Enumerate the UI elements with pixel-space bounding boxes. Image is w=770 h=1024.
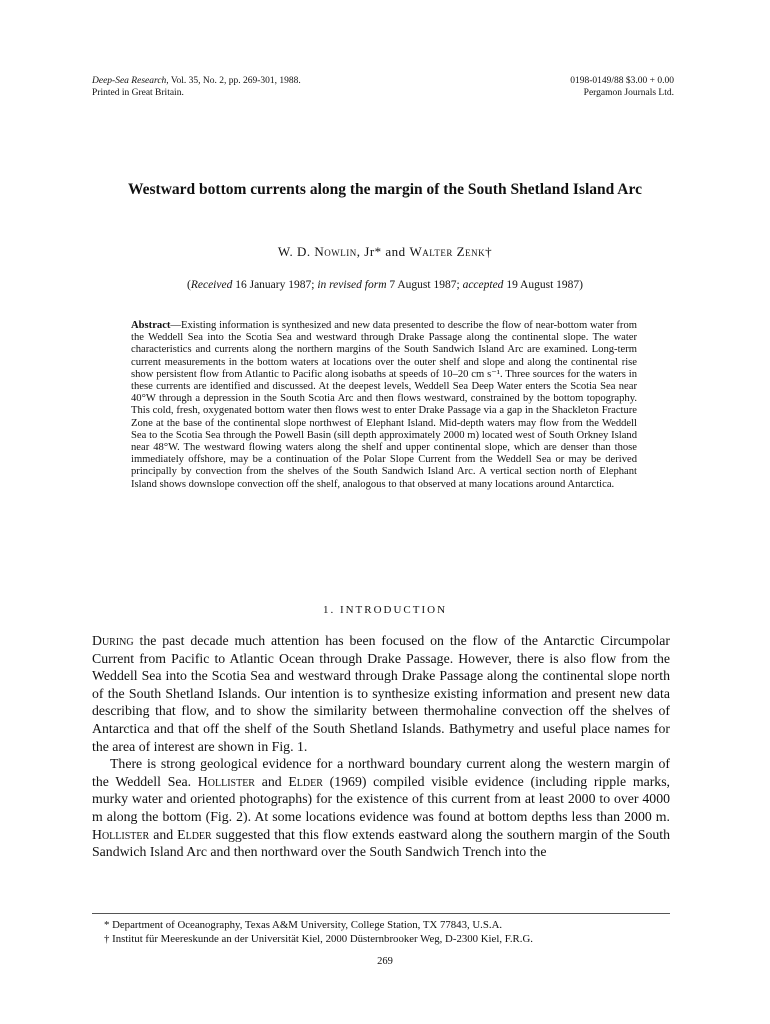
accepted-date: 19 August 1987 [503, 279, 580, 291]
paragraph-2-c: suggested that this flow extends eastward along the southern margin of the South Sandwich Island Arc and then northward over the South Sandwich Trench into the [92, 826, 670, 860]
citation-author: Hollister [197, 773, 255, 789]
revised-date: 7 August 1987; [386, 279, 463, 291]
citation-author: Elder [177, 826, 212, 842]
paper-title: Westward bottom currents along the margin of the South Shetland Island Arc [128, 181, 642, 198]
author-line [0, 244, 770, 260]
citation-author: Hollister [92, 826, 150, 842]
page-number: 269 [377, 956, 393, 967]
author-2-mark: † [485, 244, 493, 259]
section-heading: 1. INTRODUCTION [322, 604, 448, 616]
revised-label: in revised form [317, 279, 387, 291]
printed-in: Printed in Great Britain. [92, 88, 184, 98]
paragraph-2-b: (1969) compiled visible evidence (including ripple marks, murky water and oriented photographs) for the existence of this current from at least 2000 to over 4000 m along the bottom (Fig. 2). At some locations evidence was found at bottom depths less than 2000 m. [92, 773, 671, 824]
publisher-info [570, 75, 674, 99]
abstract-lead: Abstract [131, 320, 171, 331]
author-1-name: Nowlin [314, 244, 357, 259]
citation-and: and [149, 826, 178, 842]
drop-lead: During [92, 633, 134, 648]
journal-name: Deep-Sea Research, [92, 76, 169, 86]
received-label: Received [190, 279, 233, 291]
accepted-label: accepted [462, 279, 504, 291]
paragraph-2-a: There is strong geological evidence for a northward boundary current along the western margin of the Weddell Sea. [92, 756, 670, 789]
footnote-1: * Department of Oceanography, Texas A&M University, College Station, TX 77843, U.S.A. [104, 919, 503, 931]
volume-info: Vol. 35, No. 2, pp. 269-301, 1988. [168, 76, 301, 86]
footnote-2: † Institut für Meereskunde an der Universität Kiel, 2000 Düsternbrooker Weg, D-2300 Kiel, F.R.G. [104, 933, 533, 945]
price-code: 0198-0149/88 $3.00 + 0.00 [570, 76, 674, 86]
running-header [92, 75, 674, 99]
author-2-last: Zenk [456, 244, 486, 259]
footnotes [104, 918, 670, 946]
paragraph-1 [92, 632, 670, 755]
author-1-initials: W. D. [277, 244, 315, 259]
body-text [92, 632, 670, 861]
author-2-first: Walter [409, 244, 453, 259]
citation-and: and [254, 773, 289, 789]
received-date: 16 January 1987; [232, 279, 318, 291]
footnote-rule [92, 913, 670, 914]
publisher-name: Pergamon Journals Ltd. [583, 88, 674, 98]
author-1-suffix: , Jr* and [356, 244, 410, 259]
paragraph-2 [92, 755, 670, 861]
paragraph-1-text: the past decade much attention has been focused on the flow of the Antarctic Circumpolar Current from Pacific to Atlantic Ocean through Drake Passage. However, there is also flow from the Weddell Sea into the Scotia Sea and westward through Drake Passage along the continental slope north of the South Shetland Islands. Our intention is to synthesize existing information and present new data describing that flow, and to show the similarity between thermohaline convection off the shelves of Antarctica and that off the shelf of the South Shetland Islands. Bathymetry and useful place names for the area of interest are shown in Fig. 1. [92, 633, 670, 754]
abstract [131, 320, 637, 491]
journal-citation [92, 75, 301, 99]
citation-author: Elder [288, 773, 323, 789]
abstract-text: —Existing information is synthesized and new data presented to describe the flow of near-bottom water from the Weddell Sea into the Scotia Sea and westward through Drake Passage along the continental slope. The water characteristics and currents along the northern margins of the South Sandwich Island Arc are examined. Long-term current measurements in the bottom waters at locations over the outer shelf and slope and along the continental rise show persistent flow from Atlantic to Pacific along isobaths at speeds of 10–20 cm s⁻¹. Three sources for the waters in these currents are identified and discussed. At the deepest levels, Weddell Sea Deep Water enters the Scotia Sea near 40°W through a depression in the South Scotia Arc and then flows westward, constrained by the bottom topography. This cold, fresh, oxygenated bottom water then flows west to enter Drake Passage via a gap in the Shackleton Fracture Zone at the base of the continental slope northwest of Elephant Island. Mid-depth waters may flow from the Weddell Sea to the Scotia Sea through the Powell Basin (sill depth approximately 2000 m) located west of South Orkney Island near 48°W. The westward flowing waters along the shelf and upper continental slope, which are denser than those immediately offshore, may be a continuation of the Polar Slope Current from the Weddell Sea or may be derived principally by convection from the shelves of the South Sandwich Island Arc. A vertical section north of Elephant Island shows downslope convection off the shelf, analogous to that observed at many locations around Antarctica. [131, 320, 637, 490]
date-line: (Received 16 January 1987; in revised form 7 August 1987; accepted 19 August 1987) [187, 279, 583, 291]
